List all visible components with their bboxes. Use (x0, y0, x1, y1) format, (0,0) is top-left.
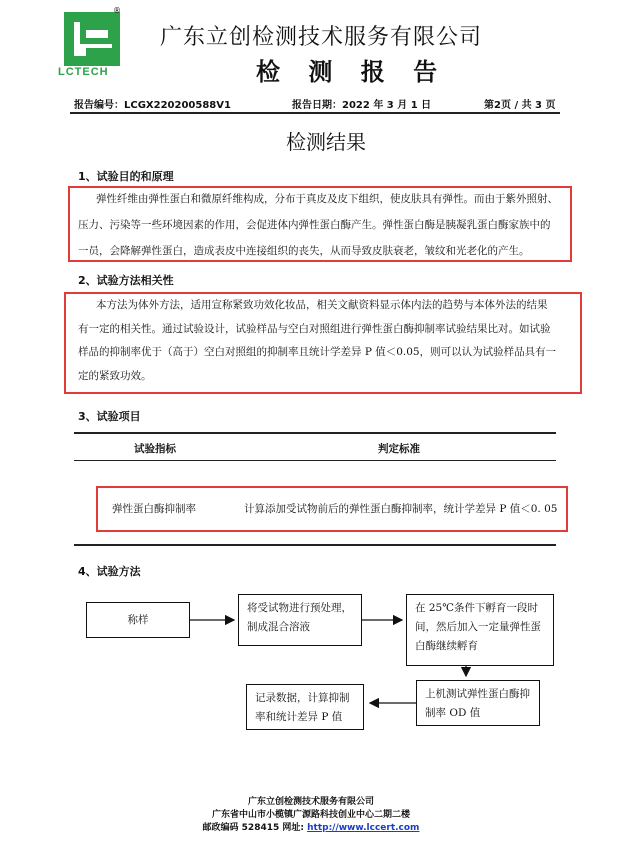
footer-website-link[interactable]: http://www.lccert.com (307, 823, 420, 833)
table-header-item: 试验指标 (134, 443, 176, 455)
footer-company: 广东立创检测技术服务有限公司 (247, 797, 374, 807)
table-row-item: 弹性蛋白酶抑制率 (112, 503, 196, 515)
section-2-heading: 2、试验方法相关性 (78, 274, 174, 287)
page-info: 第2页 / 共 3 页 (484, 100, 556, 111)
table-row-criterion: 计算添加受试物前后的弹性蛋白酶抑制率，统计学差异 P 值＜0. 05 (244, 503, 558, 515)
flow-step-4 (416, 680, 540, 726)
flow-step-4-label: 上机测试弹性蛋白酶抑制率 OD 值 (425, 688, 530, 719)
flow-step-5-label: 记录数据，计算抑制率和统计差异 P 值 (255, 692, 350, 723)
logo-text: LCTECH (58, 66, 109, 78)
report-date: 报告日期：2022 年 3 月 1 日 (292, 100, 432, 111)
report-number: 报告编号：LCGX220200588V1 (74, 100, 231, 111)
section-1-line-1: 弹性纤维由弹性蛋白和微原纤维构成，分布于真皮及皮下组织，使皮肤具有弹性。而由于紫外照射、 (96, 193, 558, 205)
footer-postcode: 邮政编码 528415 网址: (202, 823, 308, 833)
table-header-criterion: 判定标准 (378, 443, 420, 455)
footer-contact (0, 820, 622, 833)
flow-step-1-label: 称样 (127, 614, 149, 626)
flow-step-3 (406, 594, 554, 666)
flow-step-3-label: 在 25℃条件下孵育一段时间，然后加入一定量弹性蛋白酶继续孵育 (415, 602, 541, 652)
flow-step-2 (238, 594, 362, 646)
flow-step-1 (86, 602, 190, 638)
flow-step-2-label: 将受试物进行预处理，制成混合溶液 (247, 602, 352, 633)
section-2-line-4: 定的紧致功效。 (78, 369, 152, 382)
report-title: 检 测 报 告 (256, 57, 448, 86)
section-4-heading: 4、试验方法 (78, 565, 141, 578)
section-2-line-3: 样品的抑制率优于（高于）空白对照组的抑制率且统计学差异 P 值＜0.05，则可以认为试验样品具有一 (78, 346, 557, 358)
section-1-heading: 1、试验目的和原理 (78, 170, 174, 183)
footer-address: 广东省中山市小榄镇广源路科技创业中心二期二楼 (211, 810, 410, 820)
section-1-line-3: 一员，会降解弹性蛋白，造成表皮中连接组织的丧失，从而导致皮肤衰老，皱纹和光老化的产生。 (78, 245, 530, 257)
flow-step-5 (246, 684, 364, 730)
company-name: 广东立创检测技术服务有限公司 (160, 25, 483, 50)
section-2-line-1: 本方法为体外方法，适用宣称紧致功效化妆品，相关文献资料显示体内法的趋势与本体外法的结果 (96, 299, 548, 311)
section-1-line-2: 压力、污染等一些环境因素的作用，会促进体内弹性蛋白酶产生。弹性蛋白酶是胰凝乳蛋白酶家族中的 (78, 219, 551, 231)
registered-mark: ® (113, 6, 121, 15)
section-3-heading: 3、试验项目 (78, 410, 141, 423)
section-title: 检测结果 (286, 130, 366, 154)
section-2-line-2: 有一定的相关性。通过试验设计，试验样品与空白对照组进行弹性蛋白酶抑制率试验结果比对。如试验 (78, 322, 551, 335)
